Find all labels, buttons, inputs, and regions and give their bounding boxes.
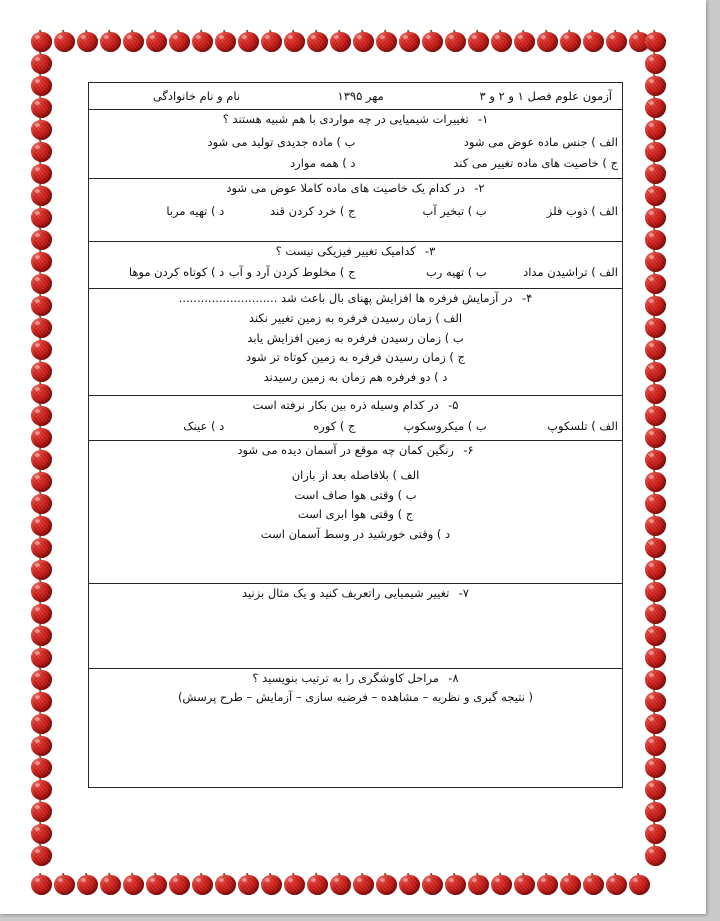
exam-date: مهر ۱۳۹۵	[337, 89, 384, 103]
question-3-options-row	[89, 261, 622, 282]
table-row	[89, 441, 623, 584]
apple-icon	[559, 30, 582, 52]
question-4-option-a[interactable]: الف ) زمان رسیدن فرفره به زمین تغییر نکند	[248, 311, 463, 325]
question-4-prompt-line	[89, 289, 622, 308]
question-5-option-c[interactable]: ج ) کوره	[313, 419, 356, 433]
apple-icon	[30, 580, 53, 602]
apple-icon	[644, 338, 667, 360]
apple-icon	[644, 96, 667, 118]
apple-icon	[375, 873, 398, 895]
apple-icon	[30, 756, 53, 778]
decorative-border-left	[30, 30, 53, 866]
question-2-cell	[89, 179, 623, 242]
apple-icon	[283, 873, 306, 895]
apple-icon	[30, 778, 53, 800]
apple-icon	[644, 294, 667, 316]
apple-icon	[644, 118, 667, 140]
apple-icon	[30, 624, 53, 646]
apple-icon	[30, 140, 53, 162]
apple-icon	[644, 228, 667, 250]
apple-icon	[260, 873, 283, 895]
apple-icon	[352, 30, 375, 52]
apple-icon	[644, 30, 667, 52]
apple-icon	[644, 382, 667, 404]
question-5-number: ۵-	[448, 398, 459, 412]
apple-icon	[398, 30, 421, 52]
question-2-option-b[interactable]: ب ) تبخیر آب	[422, 204, 487, 218]
apple-icon	[283, 30, 306, 52]
apple-icon	[99, 30, 122, 52]
apple-icon	[644, 404, 667, 426]
question-6-options	[89, 460, 622, 544]
question-3-option-b[interactable]: ب ) تهیه رب	[425, 265, 487, 279]
apple-icon	[145, 873, 168, 895]
table-row	[89, 289, 623, 396]
apple-icon	[76, 873, 99, 895]
apple-icon	[145, 30, 168, 52]
apple-icon	[30, 30, 53, 52]
question-8-prompt-line	[89, 669, 622, 688]
question-1-options-row-1	[89, 129, 622, 152]
apple-icon	[30, 96, 53, 118]
apple-icon	[375, 30, 398, 52]
apple-icon	[30, 712, 53, 734]
question-6-number: ۶-	[463, 443, 474, 457]
apple-icon	[30, 316, 53, 338]
table-row	[89, 179, 623, 242]
apple-icon	[644, 756, 667, 778]
apple-icon	[644, 250, 667, 272]
apple-icon	[30, 228, 53, 250]
decorative-border-top	[30, 30, 651, 52]
apple-icon	[644, 778, 667, 800]
apple-icon	[30, 272, 53, 294]
apple-icon	[30, 690, 53, 712]
apple-icon	[168, 30, 191, 52]
apple-icon	[644, 602, 667, 624]
apple-icon	[644, 624, 667, 646]
question-4-prompt: در آزمایش فرفره ها افزایش پهنای بال باعث شد ...........................	[178, 291, 513, 305]
question-3-prompt-line	[89, 242, 622, 261]
apple-icon	[644, 822, 667, 844]
question-4-option-b[interactable]: ب ) زمان رسیدن فرفره به زمین افزایش یابد	[247, 330, 464, 345]
question-4-cell	[89, 289, 623, 396]
apple-icon	[421, 30, 444, 52]
apple-icon	[329, 30, 352, 52]
question-1-option-a[interactable]: الف ) جنس ماده عوض می شود	[463, 135, 618, 149]
apple-icon	[214, 30, 237, 52]
apple-icon	[644, 272, 667, 294]
apple-icon	[122, 873, 145, 895]
apple-icon	[644, 668, 667, 690]
apple-icon	[329, 873, 352, 895]
question-5-prompt: در کدام وسیله ذره بین بکار نرفته است	[252, 398, 439, 412]
apple-icon	[490, 873, 513, 895]
apple-icon	[644, 800, 667, 822]
apple-icon	[644, 360, 667, 382]
apple-icon	[30, 800, 53, 822]
apple-icon	[237, 30, 260, 52]
question-5-cell	[89, 396, 623, 441]
question-1-prompt: تغییرات شیمیایی در چه مواردی با هم شبیه هستند ؟	[222, 112, 469, 126]
apple-icon	[444, 30, 467, 52]
question-1-options-row-2	[89, 152, 622, 173]
question-5-option-d[interactable]: د ) عینک	[183, 419, 225, 433]
question-2-number: ۲-	[474, 181, 485, 195]
apple-icon	[644, 448, 667, 470]
question-3-prompt: کدامیک تغییر فیزیکی نیست ؟	[275, 244, 416, 258]
apple-icon	[30, 338, 53, 360]
exam-title: آزمون علوم فصل ۱ و ۲ و ۳	[479, 89, 612, 103]
apple-icon	[352, 873, 375, 895]
apple-icon	[30, 162, 53, 184]
question-2-option-d[interactable]: د ) تهیه مربا	[166, 204, 225, 218]
apple-icon	[30, 52, 53, 74]
question-8-prompt: مراحل کاوشگری را به ترتیب بنویسید ؟	[252, 671, 439, 685]
apple-icon	[168, 873, 191, 895]
question-1-option-b[interactable]: ب ) ماده جدیدی تولید می شود	[207, 135, 356, 149]
question-2-prompt-line	[89, 179, 622, 198]
apple-icon	[30, 382, 53, 404]
apple-icon	[306, 30, 329, 52]
apple-icon	[30, 294, 53, 316]
question-6-option-a[interactable]: الف ) بلافاصله بعد از باران	[291, 468, 420, 482]
question-6-cell	[89, 441, 623, 584]
question-1-cell	[89, 110, 623, 179]
apple-icon	[644, 558, 667, 580]
question-5-prompt-line	[89, 396, 622, 415]
apple-icon	[30, 206, 53, 228]
question-1-option-c[interactable]: ج ) خاصیت های ماده تغییر می کند	[453, 156, 618, 170]
table-row	[89, 242, 623, 289]
apple-icon	[467, 30, 490, 52]
apple-icon	[30, 426, 53, 448]
question-4-number: ۴-	[521, 291, 533, 305]
apple-icon	[644, 514, 667, 536]
apple-icon	[30, 360, 53, 382]
apple-icon	[30, 250, 53, 272]
apple-icon	[467, 873, 490, 895]
apple-icon	[191, 873, 214, 895]
decorative-border-right	[644, 30, 667, 866]
apple-icon	[30, 536, 53, 558]
table-row	[89, 396, 623, 441]
question-6-prompt: رنگین کمان چه موقع در آسمان دیده می شود	[237, 443, 454, 457]
apple-icon	[53, 873, 76, 895]
question-2-prompt: در کدام یک خاصیت های ماده کاملا عوض می شود	[226, 181, 465, 195]
decorative-border-bottom	[30, 873, 651, 895]
apple-icon	[582, 30, 605, 52]
table-row	[89, 584, 623, 669]
question-8-number: ۸-	[448, 671, 459, 685]
apple-icon	[582, 873, 605, 895]
question-3-option-d[interactable]: د ) کوتاه کردن موها	[128, 265, 225, 279]
apple-icon	[644, 536, 667, 558]
question-4-option-d[interactable]: د ) دو فرفره هم زمان به زمین رسیدند	[263, 369, 448, 384]
apple-icon	[30, 646, 53, 668]
question-5-option-b[interactable]: ب ) میکروسکوپ	[403, 419, 487, 433]
exam-header-cell	[89, 83, 623, 110]
question-7-prompt: تغییر شیمیایی راتعریف کنید و یک مثال بزنید	[242, 586, 450, 600]
question-4-options	[89, 308, 622, 387]
apple-icon	[536, 30, 559, 52]
apple-icon	[30, 873, 53, 895]
question-1-number: ۱-	[477, 112, 489, 126]
apple-icon	[644, 74, 667, 96]
question-2-options-row	[89, 198, 622, 221]
question-5-options-row	[89, 415, 622, 436]
question-7-prompt-line	[89, 584, 622, 603]
apple-icon	[30, 822, 53, 844]
apple-icon	[122, 30, 145, 52]
question-6-prompt-line	[89, 441, 622, 460]
apple-icon	[76, 30, 99, 52]
apple-icon	[30, 734, 53, 756]
apple-icon	[644, 162, 667, 184]
apple-icon	[30, 404, 53, 426]
apple-icon	[99, 873, 122, 895]
apple-icon	[513, 30, 536, 52]
apple-icon	[644, 184, 667, 206]
apple-icon	[644, 690, 667, 712]
apple-icon	[30, 74, 53, 96]
apple-icon	[644, 206, 667, 228]
apple-icon	[30, 118, 53, 140]
apple-icon	[628, 873, 651, 895]
student-name-label: نام و نام خانوادگی	[152, 89, 241, 103]
question-8-cell[interactable]	[89, 669, 623, 788]
apple-icon	[260, 30, 283, 52]
question-5-option-a[interactable]: الف ) تلسکوپ	[547, 419, 618, 433]
question-3-number: ۳-	[425, 244, 436, 258]
apple-icon	[644, 492, 667, 514]
apple-icon	[237, 873, 260, 895]
apple-icon	[444, 873, 467, 895]
apple-icon	[490, 30, 513, 52]
question-3-option-a[interactable]: الف ) تراشیدن مداد	[523, 265, 618, 279]
apple-icon	[53, 30, 76, 52]
question-3-cell	[89, 242, 623, 289]
question-1-prompt-line	[89, 110, 622, 129]
apple-icon	[30, 470, 53, 492]
apple-icon	[30, 602, 53, 624]
apple-icon	[644, 140, 667, 162]
apple-icon	[644, 470, 667, 492]
apple-icon	[214, 873, 237, 895]
apple-icon	[513, 873, 536, 895]
question-6-option-d[interactable]: د ) وقتی خورشید در وسط آسمان است	[260, 526, 451, 541]
question-1-option-d[interactable]: د ) همه موارد	[290, 156, 356, 170]
apple-icon	[30, 184, 53, 206]
question-4-option-c[interactable]: ج ) زمان رسیدن فرفره به زمین کوتاه تر شود	[245, 350, 466, 364]
table-row	[89, 110, 623, 179]
apple-icon	[398, 873, 421, 895]
apple-icon	[30, 844, 53, 866]
apple-icon	[559, 873, 582, 895]
apple-icon	[644, 712, 667, 734]
question-7-cell[interactable]	[89, 584, 623, 669]
apple-icon	[30, 558, 53, 580]
apple-icon	[644, 426, 667, 448]
apple-icon	[644, 844, 667, 866]
question-3-option-c[interactable]: ج ) مخلوط کردن آرد و آب	[228, 265, 356, 279]
apple-icon	[421, 873, 444, 895]
apple-icon	[30, 492, 53, 514]
question-6-option-b[interactable]: ب ) وقتی هوا صاف است	[294, 487, 417, 502]
question-6-option-c[interactable]: ج ) وقتی هوا ابری است	[297, 507, 414, 521]
table-row	[89, 83, 623, 110]
apple-icon	[644, 52, 667, 74]
apple-icon	[644, 316, 667, 338]
apple-icon	[644, 646, 667, 668]
apple-icon	[30, 668, 53, 690]
apple-icon	[536, 873, 559, 895]
apple-icon	[605, 873, 628, 895]
apple-icon	[191, 30, 214, 52]
apple-icon	[306, 873, 329, 895]
exam-table	[88, 82, 623, 788]
question-2-option-a[interactable]: الف ) ذوب فلز	[546, 204, 618, 218]
apple-icon	[30, 448, 53, 470]
apple-icon	[644, 734, 667, 756]
apple-icon	[605, 30, 628, 52]
apple-icon	[644, 580, 667, 602]
table-row	[89, 669, 623, 788]
question-8-hint: ( نتیجه گیری و نظریه – مشاهده – فرضیه سازی – آزمایش – طرح پرسش)	[177, 690, 534, 704]
apple-icon	[30, 514, 53, 536]
question-7-number: ۷-	[458, 586, 469, 600]
question-2-option-c[interactable]: ج ) خرد کردن قند	[270, 204, 356, 218]
